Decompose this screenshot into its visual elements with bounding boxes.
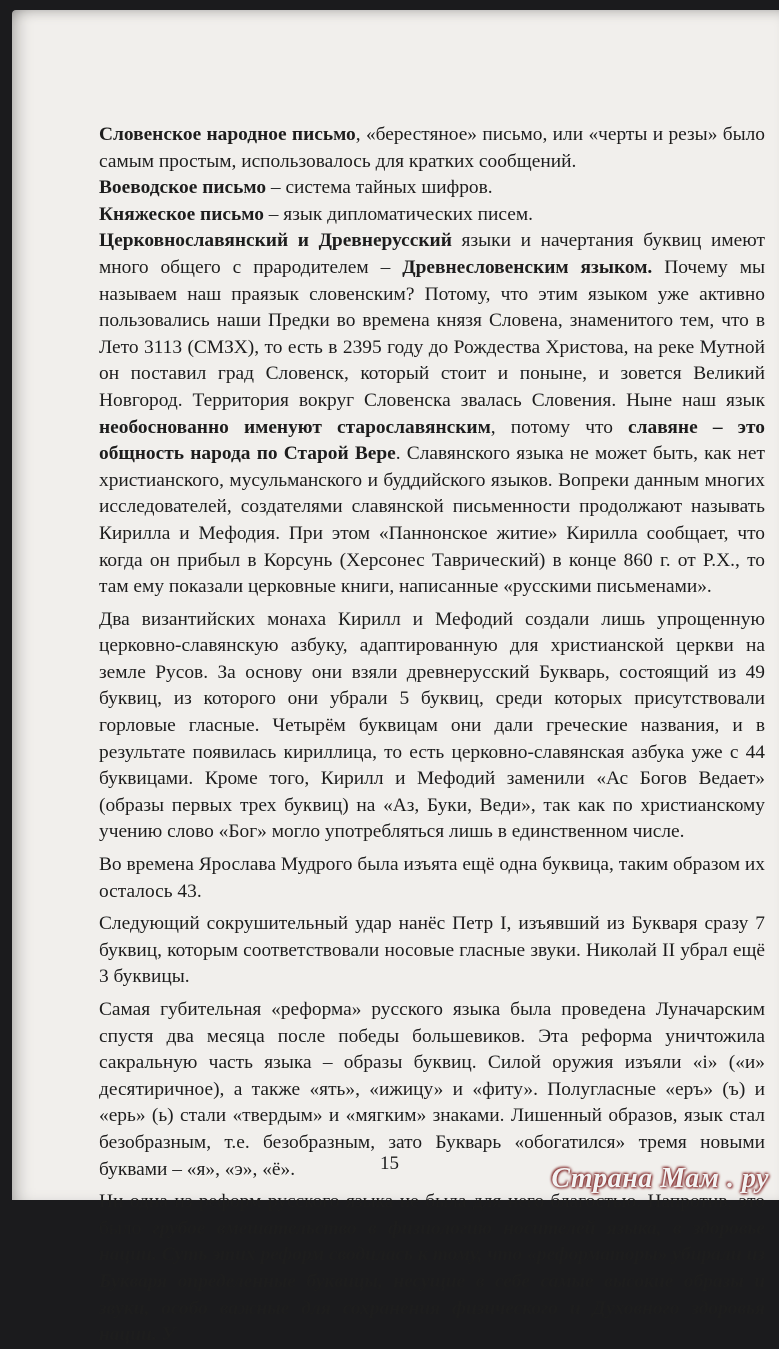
paragraph-text: , «берестяное» письмо, или «черты и резы» было самым простым, использовалось для кратких сообщений. bbox=[99, 124, 765, 172]
paragraph-text: . Славянского языка не может быть, как нет христианского, мусульманского и буддийского языков. Вопреки данным многих исследователей, создателями славянской письменности продолжают называть Кирилла и Мефодия. При этом «Паннонское житие» Кирилла сообщает, что когда он прибыл в Корсунь (Херсонес Таврический) в конце 860 г. от Р.Х., то там ему показали церковные книги, написанные «русскими письменами». bbox=[99, 443, 765, 598]
paragraph-text: Почему мы называем наш праязык словенским? Потому, что этим языком уже активно пользовались наши Предки во времена князя Словена, знаменитого тем, что в Лето 3113 (СМЗХ), то есть в 2395 году до Рождества Христова, на реке Мутной он поставил град Словенск, который стоит и поныне, и зовется Великий Новгород. Территория вокруг Словенска звалась Словения. Ныне наш язык bbox=[99, 256, 765, 411]
paragraph-text: – система тайных шифров. bbox=[266, 177, 493, 199]
bold-phrase: Церковнославянский и Древнерусский bbox=[99, 230, 452, 252]
paragraph-9 bbox=[99, 1189, 765, 1349]
emphasis-text: грубое вмешательство в физиологию носителей языка, в здоровье нации. Суть этих реформ сводилась к тому, что «реформаторы» убирали из Букваря определенные буквицы, несущие в себе самые высокие образы и звуки, особо важные для сохранения физического и Духовного здоровья нации. У bbox=[99, 1217, 765, 1346]
bold-phrase: необоснованно именуют старославянским bbox=[99, 416, 491, 438]
paragraph-1 bbox=[99, 122, 765, 175]
page-number: 15 bbox=[380, 1153, 399, 1174]
paragraph-8: Самая губительная «реформа» русского языка была проведена Луначарским спустя два месяца после победы большевиков. Эта реформа уничтожила сакральную часть языка – образы буквиц. Силой оружия изъяли «i» («и» десятиричное), а также «ять», «ижицу» и «фиту». Полугласные «еръ» (ъ) и «ерь» (ь) стали «твердым» и «мягким» знаками. Лишенный образов, язык стал безобразным, т.е. безобразным, зато Букварь «обогатился» тремя новыми буквами – «я», «э», «ё». bbox=[99, 999, 765, 1180]
term-folk-script: Словенское народное письмо bbox=[99, 124, 356, 145]
book-page bbox=[12, 10, 779, 1346]
paragraph-6: Во времена Ярослава Мудрого была изъята ещё одна буквица, таким образом их осталось 43. bbox=[99, 854, 765, 902]
paragraph-2 bbox=[99, 175, 765, 202]
paragraph-text: , потому что bbox=[490, 416, 629, 438]
paragraph-4 bbox=[99, 228, 765, 600]
term-prince-script: Княжеское письмо bbox=[99, 203, 264, 225]
site-watermark: Страна Мам . ру bbox=[551, 1163, 769, 1194]
paragraph-3 bbox=[99, 202, 765, 229]
paragraph-text: Ни одна из реформ русского языка не была для него благостью. Напротив, это было bbox=[99, 1191, 765, 1239]
bold-phrase: Древнесловенским языком. bbox=[402, 256, 653, 278]
paragraph-text: языки и начертания буквиц имеют много общего с прародителем – bbox=[99, 230, 765, 278]
paragraph-5: Два византийских монаха Кирилл и Мефодий создали лишь упрощенную церковно-славянскую азбуку, адаптированную для христианской церкви на земле Русов. За основу они взяли древнерусский Букварь, состоящий из 49 буквиц, из которого они убрали 5 буквиц, среди которых присутствовали горловые гласные. Четырём буквицам они дали греческие названия, и в результате появилась кириллица, то есть церковно-славянская азбука уже с 44 буквицами. Кроме того, Кирилл и Мефодий заменили «Ас Богов Ведает» (образы первых трех буквиц) на «Аз, Буки, Веди», так как по христианскому учению слово «Бог» могло употребляться лишь в единственном числе. bbox=[99, 608, 765, 843]
paragraph-text: – язык дипломатических писем. bbox=[263, 203, 533, 225]
paragraph-7: Следующий сокрушительный удар нанёс Петр I, изъявший из Букваря сразу 7 буквиц, которым соответствовали носовые гласные звуки. Николай II убрал ещё 3 буквицы. bbox=[99, 913, 765, 988]
bold-phrase: славяне – это общность народа по Старой Вере bbox=[99, 416, 765, 465]
term-voevoda-script: Воеводское письмо bbox=[99, 177, 267, 199]
